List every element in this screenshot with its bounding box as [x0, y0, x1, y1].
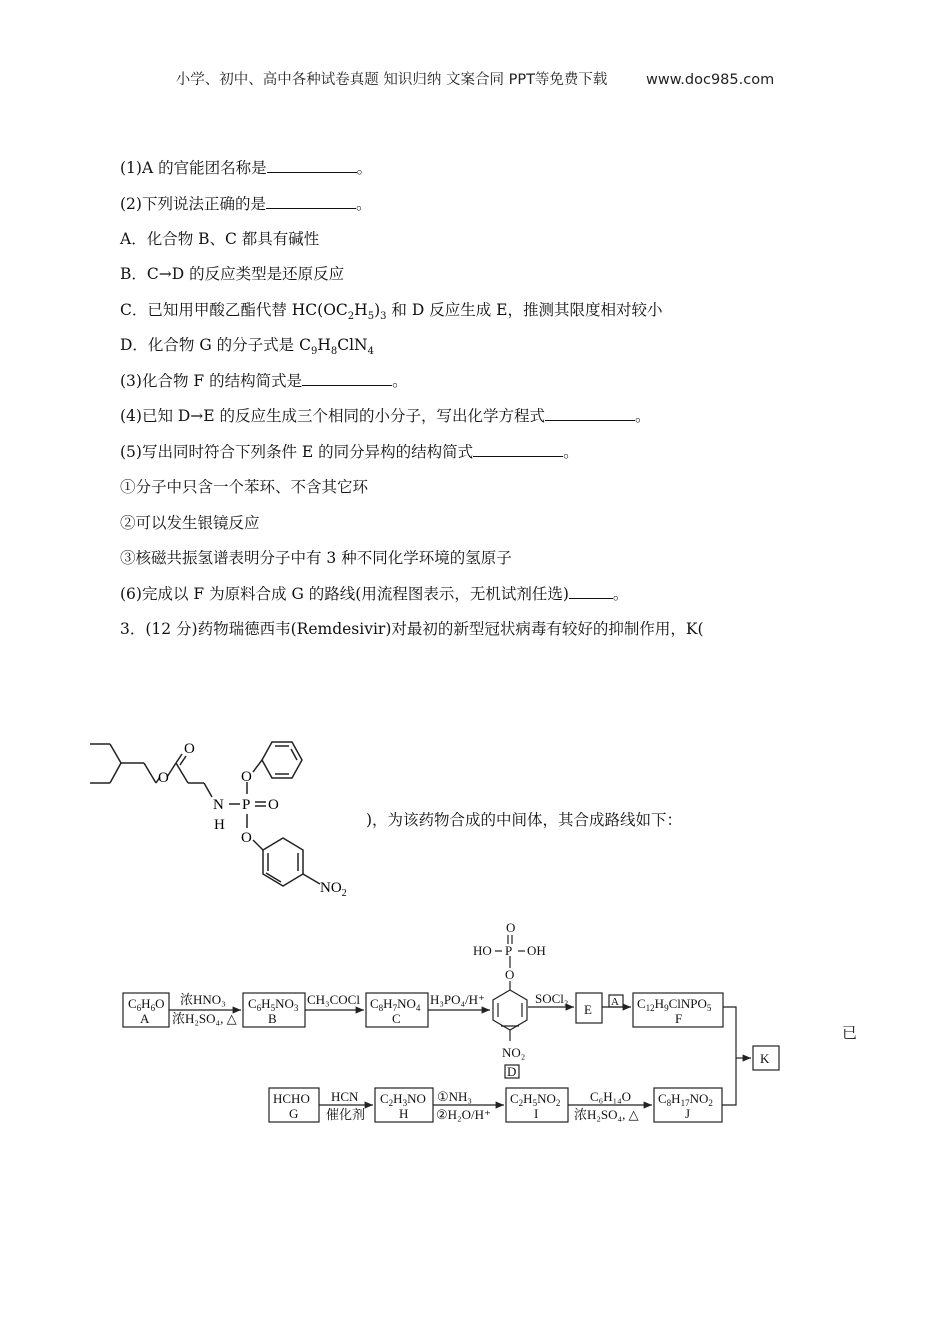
- subscript: 2: [341, 888, 347, 899]
- punct: 。: [356, 159, 373, 177]
- condition-1: ①分子中只含一个苯环、不含其它环: [120, 478, 369, 496]
- b-formula: $C_6H_5NO_3$: [248, 996, 299, 1013]
- d-oh-right: OH: [527, 943, 546, 958]
- punct: 。: [563, 443, 579, 461]
- option-d-text: D．化合物 G 的分子式是 C: [120, 336, 311, 354]
- g-label: G: [289, 1106, 299, 1121]
- question-1-text: (1)A 的官能团名称是: [120, 159, 267, 177]
- question-3-intro: 3．(12 分)药物瑞德西韦(Remdesivir)对最初的新型冠状病毒有较好的抑制作用，K(: [120, 620, 704, 638]
- question-6: [120, 584, 628, 604]
- option-c-text: 和 D 反应生成 E，推测其限度相对较小: [386, 301, 663, 319]
- condition-2: ②可以发生银镜反应: [120, 514, 260, 532]
- question-4-text: (4)已知 D→E 的反应生成三个相同的小分子，写出化学方程式: [120, 407, 546, 425]
- i-formula: $C_2H_5NO_2$: [510, 1091, 561, 1108]
- c-label: C: [392, 1011, 401, 1026]
- atom-o-phos: O: [268, 797, 279, 813]
- question-6-text: (6)完成以 F 为原料合成 G 的路线(用流程图表示，无机试剂任选): [120, 585, 569, 603]
- punct: 。: [635, 407, 651, 425]
- option-c-text: ): [374, 301, 381, 319]
- atom-o-nitrophenoxy: O: [241, 830, 252, 846]
- d-o-link: O: [505, 967, 515, 982]
- c-formula: $C_8H_7NO_4$: [370, 996, 421, 1013]
- punct: 。: [355, 195, 372, 213]
- d-ho-left: HO: [473, 943, 492, 958]
- answer-blank: [267, 158, 357, 173]
- margin-char: 已: [842, 1024, 858, 1042]
- answer-blank: [266, 194, 356, 209]
- e-label: E: [584, 1002, 592, 1017]
- b-label: B: [268, 1011, 277, 1026]
- atom-n: N: [213, 797, 224, 813]
- a-reagent-top: 浓HNO₃: [180, 992, 226, 1007]
- option-c: [120, 300, 662, 327]
- d-reagent: SOCl₂: [535, 991, 569, 1006]
- i-label: I: [534, 1106, 539, 1121]
- option-d-text: ClN: [337, 336, 368, 354]
- option-d-text: H: [317, 336, 331, 354]
- subscript: 5: [367, 311, 375, 323]
- page-header: [0, 68, 950, 89]
- f-formula: $C_{12}H_9ClNPO_5$: [637, 996, 712, 1013]
- answer-blank: [473, 442, 563, 457]
- structure-caption: )，为该药物合成的中间体，其合成路线如下：: [366, 811, 683, 829]
- h-label: H: [399, 1106, 409, 1121]
- g-reagent-top: HCN: [331, 1089, 359, 1104]
- j-label: J: [685, 1106, 691, 1121]
- question-2-text: (2)下列说法正确的是: [120, 195, 266, 213]
- atom-p: P: [242, 797, 251, 813]
- i-reagent-top: C₆H₁₄O: [590, 1089, 632, 1104]
- atom-o-phenoxy: O: [241, 769, 252, 785]
- subscript: 4: [367, 346, 374, 358]
- atom-o-carbonyl: O: [184, 741, 195, 757]
- condition-3: ③核磁共振氢谱表明分子中有 3 种不同化学环境的氢原子: [120, 549, 512, 567]
- g-formula: HCHO: [273, 1091, 310, 1106]
- a-reagent-bottom: 浓H₂SO₄, △: [172, 1011, 237, 1026]
- h-reagent-bottom: ②H₂O/H⁺: [436, 1107, 491, 1122]
- question-1: [120, 158, 372, 178]
- answer-blank: [545, 406, 635, 421]
- d-p: P: [505, 943, 513, 958]
- subscript: 3: [380, 311, 387, 323]
- option-c-text: C．已知用甲酸乙酯代替 HC(OC: [120, 301, 348, 319]
- subscript: 2: [347, 311, 355, 323]
- question-4: [120, 406, 651, 426]
- h-reagent-top: ①NH₃: [437, 1089, 472, 1104]
- k-label: K: [760, 1051, 770, 1066]
- subscript: 8: [330, 346, 338, 358]
- header-text: 小学、初中、高中各种试卷真题 知识归纳 文案合同 PPT等免费下载: [175, 72, 608, 88]
- option-a: A．化合物 B、C 都具有碱性: [120, 230, 320, 248]
- d-label: D: [507, 1064, 517, 1079]
- j-formula: $C_8H_{17}NO_2$: [658, 1091, 713, 1108]
- a-formula: $C_6H_6O$: [128, 996, 165, 1013]
- i-reagent-bottom: 浓H₂SO₄, △: [574, 1107, 639, 1122]
- punct: 。: [612, 585, 629, 603]
- e-reagent: A: [611, 996, 619, 1008]
- g-reagent-bottom: 催化剂: [326, 1107, 366, 1122]
- subscript: 9: [310, 346, 318, 358]
- b-reagent: CH₃COCl: [307, 992, 360, 1007]
- structure-k: [80, 722, 370, 900]
- question-3-text: (3)化合物 F 的结构简式是: [120, 372, 303, 390]
- answer-blank: [302, 371, 392, 386]
- option-d: [120, 335, 374, 362]
- question-5-text: (5)写出同时符合下列条件 E 的同分异构的结构简式: [120, 443, 474, 461]
- a-label: A: [140, 1011, 150, 1026]
- question-2: [120, 194, 371, 214]
- d-o-top: O: [506, 920, 516, 935]
- question-5: [120, 442, 579, 462]
- no2-text: NO: [320, 880, 342, 896]
- option-b: B．C→D 的反应类型是还原反应: [120, 265, 345, 283]
- group-no2: [320, 880, 347, 899]
- header-site: www.doc985.com: [646, 72, 775, 88]
- atom-o-ester: O: [158, 770, 169, 786]
- c-reagent: H₃PO₄/H⁺: [430, 992, 485, 1007]
- d-no2: NO₂: [502, 1045, 526, 1060]
- option-c-text: H: [354, 301, 368, 319]
- f-label: F: [675, 1011, 683, 1026]
- question-3: [120, 371, 408, 391]
- answer-blank: [569, 584, 613, 599]
- atom-h: H: [214, 817, 225, 833]
- h-formula: $C_2H_3NO$: [380, 1091, 426, 1108]
- punct: 。: [392, 372, 408, 390]
- synthesis-scheme: [0, 915, 950, 1135]
